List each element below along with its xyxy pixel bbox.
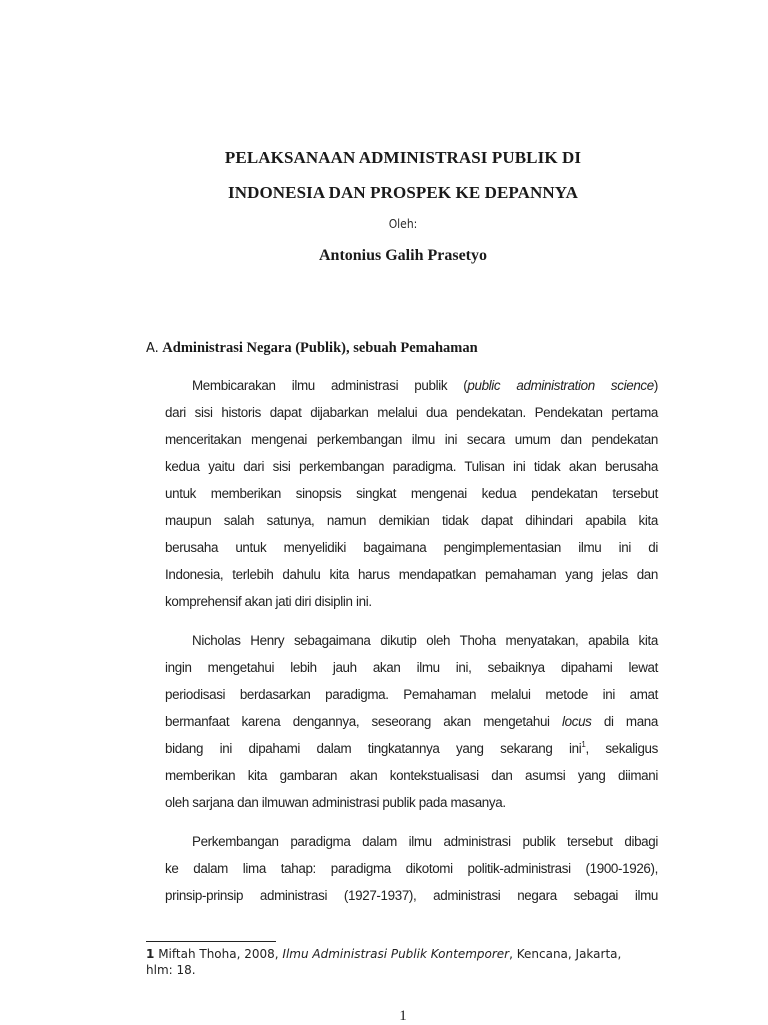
footnote-line-1-italic: Ilmu Administrasi Publik Kontemporer: [282, 947, 510, 961]
document-title-line-1: PELAKSANAAN ADMINISTRASI PUBLIK DI: [224, 148, 582, 167]
paragraph-1-line-6: maupun salah satunya, namun demikian tidak dapat dihindari apabila kita: [165, 513, 658, 528]
byline-label: Oleh:: [388, 217, 418, 231]
footnote-marker: 1: [146, 947, 155, 961]
paragraph-2-line-4-start: bermanfaat karena dengannya, seseorang akan mengetahui: [165, 714, 550, 729]
paragraph-1-line-4: kedua yaitu dari sisi perkembangan paradigma. Tulisan ini tidak akan berusaha: [165, 459, 658, 474]
paragraph-2-line-5-end: , sekaligus: [585, 741, 658, 756]
paragraph-2-line-7: oleh sarjana dan ilmuwan administrasi publik pada masanya.: [165, 795, 506, 810]
paragraph-1-line-7: berusaha untuk menyelidiki bagaimana pengimplementasian ilmu ini di: [165, 540, 658, 555]
footnote-line-1: [146, 946, 621, 962]
footnote-line-2: hlm: 18.: [146, 963, 196, 977]
paragraph-1-line-3: menceritakan mengenai perkembangan ilmu ini secara umum dan pendekatan: [165, 432, 658, 447]
paragraph-1-line-1-end: ): [653, 378, 658, 393]
paragraph-2-line-4: [165, 713, 658, 731]
section-title: Administrasi Negara (Publik), sebuah Pemahaman: [162, 340, 478, 356]
paragraph-1-line-9: komprehensif akan jati diri disiplin ini.: [165, 594, 372, 609]
document-title-line-2: INDONESIA DAN PROSPEK KE DEPANNYA: [228, 183, 578, 202]
paragraph-3-line-2: ke dalam lima tahap: paradigma dikotomi politik-administrasi (1900-1926),: [165, 861, 658, 876]
paragraph-2-line-5-start: bidang ini dipahami dalam tingkatannya yang sekarang ini: [165, 741, 582, 756]
paragraph-1-line-8: Indonesia, terlebih dahulu kita harus mendapatkan pemahaman yang jelas dan: [165, 567, 658, 582]
paragraph-1-line-2: dari sisi historis dapat dijabarkan melalui dua pendekatan. Pendekatan pertama: [165, 405, 658, 420]
author-name: Antonius Galih Prasetyo: [318, 247, 487, 264]
paragraph-1-line-1-italic: public administration science: [467, 378, 654, 393]
footnote-line-1-start: Miftah Thoha, 2008,: [158, 947, 279, 961]
paragraph-3-line-3: prinsip-prinsip administrasi (1927-1937), administrasi negara sebagai ilmu: [165, 888, 658, 903]
paragraph-1-line-1: [192, 377, 658, 395]
paragraph-3-line-1: Perkembangan paradigma dalam ilmu administrasi publik tersebut dibagi: [192, 834, 658, 849]
page-number: 1: [399, 1008, 407, 1024]
paragraph-2-line-3: periodisasi berdasarkan paradigma. Pemahaman melalui metode ini amat: [165, 687, 658, 702]
section-heading: [146, 340, 478, 357]
footnote-separator: [146, 941, 276, 942]
paragraph-2-line-6: memberikan kita gambaran akan kontekstualisasi dan asumsi yang diimani: [165, 768, 658, 783]
paragraph-1-line-1-start: Membicarakan ilmu administrasi publik (: [192, 378, 468, 393]
paragraph-2-line-2: ingin mengetahui lebih jauh akan ilmu ini, sebaiknya dipahami lewat: [165, 660, 658, 675]
paragraph-2-line-5: [165, 740, 658, 758]
paragraph-1-line-5: untuk memberikan sinopsis singkat mengenai kedua pendekatan tersebut: [165, 486, 658, 501]
paragraph-2-line-4-end: di mana: [603, 714, 658, 729]
section-letter: A.: [146, 341, 159, 356]
paragraph-2-line-1: Nicholas Henry sebagaimana dikutip oleh Thoha menyatakan, apabila kita: [192, 633, 658, 648]
footnote-line-1-end: , Kencana, Jakarta,: [509, 947, 622, 961]
footnote-reference-1: 1: [581, 740, 586, 749]
paragraph-2-line-4-italic: locus: [562, 714, 592, 729]
